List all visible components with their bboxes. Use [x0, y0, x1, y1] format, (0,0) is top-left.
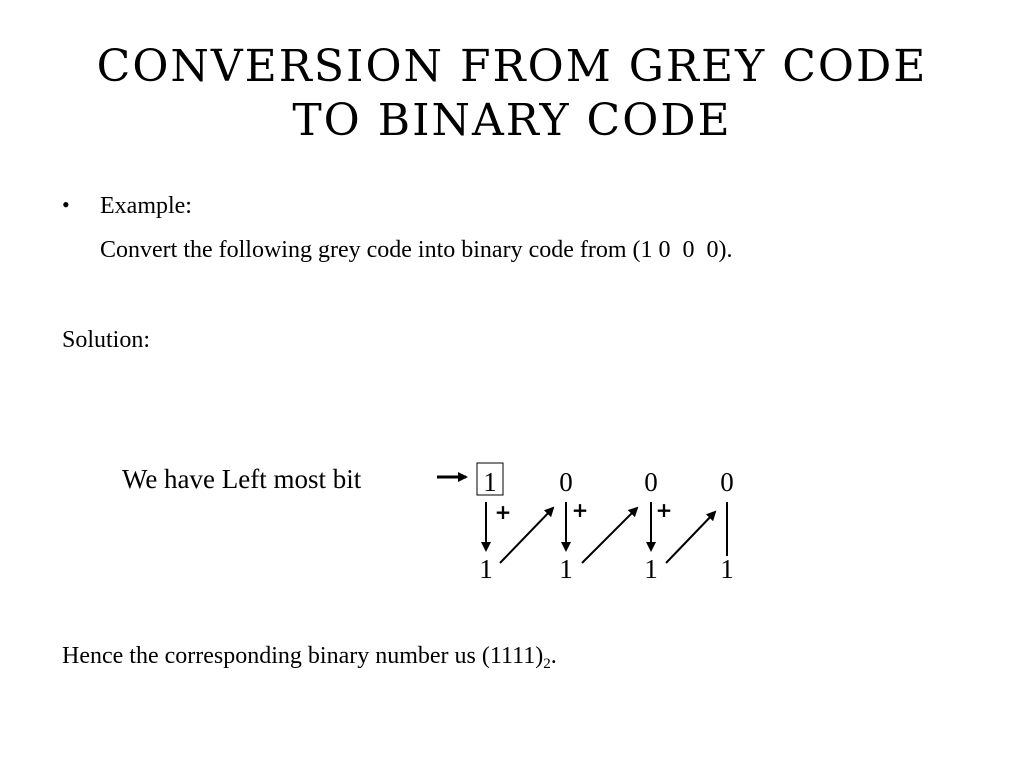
grey-bit: 1 — [483, 467, 497, 497]
conclusion-text — [62, 642, 557, 670]
xor-plus-sign: + — [655, 498, 673, 522]
example-label: Example: — [100, 193, 192, 219]
conclusion-sentence: Hence the corresponding binary number us (1111) — [62, 643, 544, 669]
leftmost-bit-label: We have Left most bit — [122, 464, 362, 494]
grey-bit: 0 — [644, 467, 658, 497]
bullet-marker: • — [62, 192, 70, 217]
binary-bit: 1 — [479, 554, 493, 584]
grey-bit: 0 — [559, 467, 573, 497]
binary-bit: 1 — [720, 554, 734, 584]
xor-plus-sign: + — [571, 498, 589, 522]
base-subscript: 2 — [543, 656, 551, 672]
example-question: Convert the following grey code into binary code from (1 0 0 0). — [100, 237, 733, 263]
binary-bit: 1 — [644, 554, 658, 584]
conclusion-period: . — [550, 643, 557, 669]
binary-bit: 1 — [559, 554, 573, 584]
diagonal-arrow — [666, 512, 715, 563]
solution-label: Solution: — [62, 327, 151, 353]
xor-plus-sign: + — [494, 500, 512, 524]
diagonal-arrow — [582, 508, 637, 563]
slide-title: CONVERSION FROM GREY CODE TO BINARY CODE — [96, 41, 928, 146]
grey-bit: 0 — [720, 467, 734, 497]
